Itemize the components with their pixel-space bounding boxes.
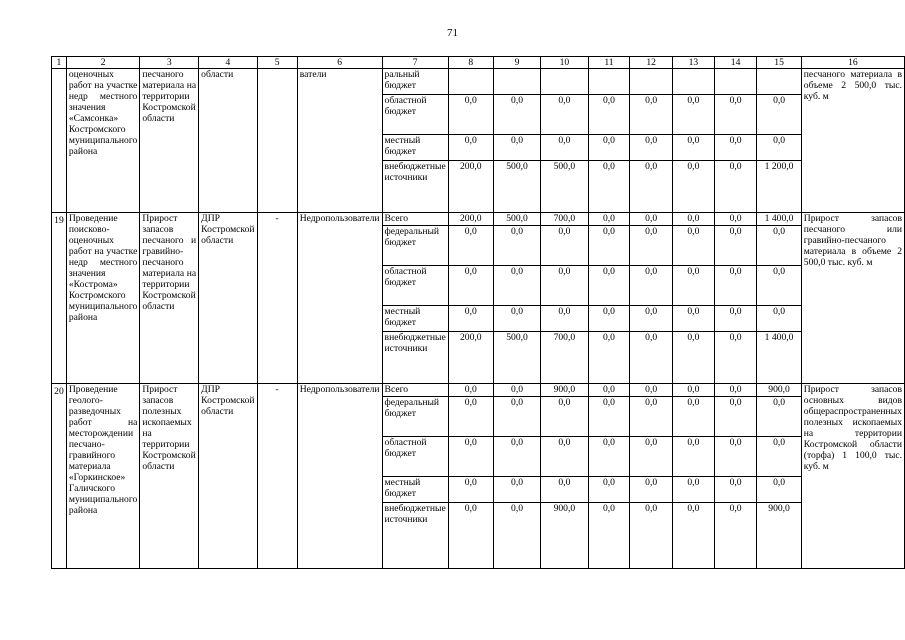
funding-value-cell: 0,0	[757, 266, 801, 306]
funding-value-cell: 0,0	[493, 397, 540, 437]
funding-source-cell: местный бюджет	[382, 477, 448, 503]
column-header: 9	[493, 57, 540, 69]
funding-source-cell: областной бюджет	[382, 95, 448, 135]
column-header: 11	[588, 57, 630, 69]
funding-source-cell: федеральный бюджет	[382, 226, 448, 266]
funding-value-cell: 0,0	[630, 266, 673, 306]
funding-value-cell: 0,0	[588, 95, 630, 135]
funding-value-cell: 0,0	[757, 437, 801, 477]
expected-result-cell: Прирост запасов полезных ископаемых на территории Костромской области	[140, 384, 199, 569]
funding-value-cell: 0,0	[541, 306, 588, 332]
funding-value-cell: 0,0	[448, 226, 493, 266]
funding-value-cell: 0,0	[588, 384, 630, 397]
funding-value-cell: 0,0	[541, 397, 588, 437]
funding-value-cell	[630, 69, 673, 95]
column-header: 12	[630, 57, 673, 69]
funding-value-cell: 0,0	[630, 437, 673, 477]
funding-value-cell: 0,0	[541, 95, 588, 135]
funding-source-cell: областной бюджет	[382, 266, 448, 306]
program-measures-table	[51, 56, 905, 569]
co-executor-cell: -	[257, 213, 297, 384]
funding-value-cell: 0,0	[630, 135, 673, 161]
funding-value-cell: 0,0	[672, 503, 714, 569]
funding-value-cell: 0,0	[757, 477, 801, 503]
table-body	[52, 69, 905, 569]
funding-value-cell: 0,0	[672, 332, 714, 384]
funding-value-cell: 0,0	[493, 477, 540, 503]
column-header: 6	[297, 57, 382, 69]
funding-value-cell	[757, 69, 801, 95]
expected-result-cell: песчаного материала на территории Костромской области	[140, 69, 199, 213]
funding-value-cell: 0,0	[714, 332, 757, 384]
funding-value-cell: 0,0	[714, 397, 757, 437]
funding-value-cell: 0,0	[630, 503, 673, 569]
column-header: 1	[52, 57, 67, 69]
funding-value-cell: 0,0	[714, 306, 757, 332]
funding-source-cell: Всего	[382, 213, 448, 226]
funding-source-cell: внебюджетные источники	[382, 503, 448, 569]
funding-value-cell: 0,0	[541, 477, 588, 503]
funding-value-cell: 0,0	[588, 226, 630, 266]
funding-value-cell: 0,0	[757, 397, 801, 437]
funding-value-cell: 900,0	[541, 384, 588, 397]
funding-value-cell: 0,0	[672, 397, 714, 437]
funding-value-cell: 700,0	[541, 213, 588, 226]
funding-value-cell: 0,0	[588, 477, 630, 503]
funding-value-cell: 0,0	[714, 135, 757, 161]
funding-value-cell: 0,0	[588, 161, 630, 213]
funding-value-cell: 0,0	[630, 384, 673, 397]
funding-value-cell: 0,0	[448, 397, 493, 437]
column-header: 16	[801, 57, 904, 69]
funding-value-cell: 200,0	[448, 332, 493, 384]
responsible-executor-cell: ДПР Костромской области	[199, 213, 257, 384]
funding-value-cell: 1 200,0	[757, 161, 801, 213]
funding-value-cell	[714, 69, 757, 95]
funding-value-cell: 0,0	[714, 213, 757, 226]
funding-value-cell: 500,0	[541, 161, 588, 213]
funding-value-cell: 0,0	[672, 161, 714, 213]
funding-value-cell: 0,0	[588, 332, 630, 384]
column-header: 5	[257, 57, 297, 69]
funding-value-cell: 500,0	[493, 161, 540, 213]
funding-source-cell: местный бюджет	[382, 306, 448, 332]
column-header: 7	[382, 57, 448, 69]
measure-name-cell: Проведение поисково-оценочных работ на участке недр местного значения «Кострома» Костромского муниципального района	[66, 213, 139, 384]
column-header-row	[52, 57, 905, 69]
target-indicator-cell: песчаного материала в объеме 2 500,0 тыс. куб. м	[801, 69, 904, 213]
funding-value-cell: 0,0	[448, 306, 493, 332]
funding-value-cell: 0,0	[630, 332, 673, 384]
funding-value-cell: 0,0	[672, 437, 714, 477]
responsible-executor-cell: ДПР Костромской области	[199, 384, 257, 569]
funding-value-cell: 500,0	[493, 332, 540, 384]
funding-value-cell: 500,0	[493, 213, 540, 226]
funding-value-cell: 900,0	[757, 384, 801, 397]
funding-value-cell: 0,0	[672, 213, 714, 226]
funding-value-cell: 700,0	[541, 332, 588, 384]
table-row	[52, 384, 905, 397]
funding-value-cell: 0,0	[714, 95, 757, 135]
funding-value-cell: 0,0	[714, 503, 757, 569]
funding-value-cell: 0,0	[448, 95, 493, 135]
table-row	[52, 69, 905, 95]
funding-source-cell: внебюджетные источники	[382, 161, 448, 213]
funding-value-cell: 0,0	[757, 135, 801, 161]
funding-value-cell: 0,0	[672, 266, 714, 306]
column-header: 13	[672, 57, 714, 69]
funding-value-cell	[672, 69, 714, 95]
funding-value-cell: 0,0	[588, 437, 630, 477]
funding-value-cell: 0,0	[714, 161, 757, 213]
funding-value-cell: 0,0	[672, 384, 714, 397]
funding-value-cell: 0,0	[672, 95, 714, 135]
column-header: 15	[757, 57, 801, 69]
funding-value-cell: 0,0	[630, 306, 673, 332]
funding-value-cell: 0,0	[493, 306, 540, 332]
funding-value-cell: 0,0	[757, 306, 801, 332]
funding-source-cell: внебюджетные источники	[382, 332, 448, 384]
target-indicator-cell: Прирост запасов основных видов общераспространенных полезных ископаемых на территории Костромской области (торфа) 1 100,0 тыс. куб. м	[801, 384, 904, 569]
funding-value-cell: 0,0	[448, 477, 493, 503]
funding-value-cell: 0,0	[757, 95, 801, 135]
participants-cell: Недропользователи	[297, 384, 382, 569]
page-number: 71	[447, 27, 458, 39]
responsible-executor-cell: области	[199, 69, 257, 213]
expected-result-cell: Прирост запасов песчаного и гравийно-песчаного материала на территории Костромской области	[140, 213, 199, 384]
funding-source-cell: ральный бюджет	[382, 69, 448, 95]
column-header: 10	[541, 57, 588, 69]
funding-value-cell: 900,0	[757, 503, 801, 569]
measure-name-cell: оценочных работ на участке недр местного значения «Самсонка» Костромского муниципального района	[66, 69, 139, 213]
funding-value-cell	[448, 69, 493, 95]
funding-value-cell: 0,0	[672, 306, 714, 332]
measure-name-cell: Проведение геолого-разведочных работ на месторождении песчано-гравийного материала «Горкинское» Галичского муниципального района	[66, 384, 139, 569]
funding-value-cell: 0,0	[493, 95, 540, 135]
funding-value-cell	[493, 69, 540, 95]
funding-value-cell: 0,0	[630, 95, 673, 135]
funding-value-cell: 0,0	[714, 266, 757, 306]
funding-value-cell: 0,0	[757, 226, 801, 266]
funding-value-cell: 0,0	[672, 226, 714, 266]
funding-value-cell: 0,0	[714, 437, 757, 477]
funding-value-cell: 0,0	[448, 503, 493, 569]
row-number-cell	[52, 69, 67, 213]
funding-value-cell: 0,0	[630, 161, 673, 213]
funding-value-cell	[541, 69, 588, 95]
column-header: 8	[448, 57, 493, 69]
funding-value-cell: 0,0	[448, 266, 493, 306]
co-executor-cell: -	[257, 384, 297, 569]
funding-value-cell: 0,0	[672, 477, 714, 503]
funding-value-cell: 0,0	[630, 226, 673, 266]
target-indicator-cell: Прирост запасов песчаного или гравийно-песчаного материала в объеме 2 500,0 тыс. куб. м	[801, 213, 904, 384]
funding-value-cell: 1 400,0	[757, 213, 801, 226]
funding-value-cell: 0,0	[588, 306, 630, 332]
funding-value-cell: 0,0	[714, 384, 757, 397]
funding-value-cell: 0,0	[588, 503, 630, 569]
co-executor-cell	[257, 69, 297, 213]
funding-value-cell: 0,0	[541, 266, 588, 306]
participants-cell: ватели	[297, 69, 382, 213]
funding-value-cell: 0,0	[493, 384, 540, 397]
funding-value-cell: 0,0	[448, 437, 493, 477]
funding-value-cell: 0,0	[493, 437, 540, 477]
funding-source-cell: местный бюджет	[382, 135, 448, 161]
funding-value-cell: 0,0	[541, 437, 588, 477]
funding-value-cell	[588, 69, 630, 95]
column-header: 3	[140, 57, 199, 69]
row-number-cell: 19	[52, 213, 67, 384]
funding-value-cell: 0,0	[630, 397, 673, 437]
funding-source-cell: Всего	[382, 384, 448, 397]
funding-value-cell: 200,0	[448, 213, 493, 226]
column-header: 2	[66, 57, 139, 69]
funding-value-cell: 0,0	[448, 135, 493, 161]
funding-value-cell: 0,0	[588, 397, 630, 437]
funding-source-cell: федеральный бюджет	[382, 397, 448, 437]
funding-value-cell: 0,0	[493, 503, 540, 569]
funding-value-cell: 0,0	[493, 135, 540, 161]
funding-value-cell: 0,0	[630, 213, 673, 226]
funding-value-cell: 0,0	[630, 477, 673, 503]
funding-value-cell: 200,0	[448, 161, 493, 213]
funding-value-cell: 1 400,0	[757, 332, 801, 384]
funding-value-cell: 0,0	[588, 266, 630, 306]
funding-value-cell: 0,0	[448, 384, 493, 397]
funding-value-cell: 0,0	[714, 226, 757, 266]
funding-value-cell: 0,0	[541, 226, 588, 266]
funding-source-cell: областной бюджет	[382, 437, 448, 477]
column-header: 4	[199, 57, 257, 69]
funding-value-cell: 0,0	[672, 135, 714, 161]
funding-value-cell: 0,0	[588, 213, 630, 226]
funding-value-cell: 900,0	[541, 503, 588, 569]
funding-value-cell: 0,0	[588, 135, 630, 161]
row-number-cell: 20	[52, 384, 67, 569]
participants-cell: Недропользователи	[297, 213, 382, 384]
funding-value-cell: 0,0	[493, 226, 540, 266]
column-header: 14	[714, 57, 757, 69]
funding-value-cell: 0,0	[541, 135, 588, 161]
table-row	[52, 213, 905, 226]
funding-value-cell: 0,0	[714, 477, 757, 503]
funding-value-cell: 0,0	[493, 266, 540, 306]
